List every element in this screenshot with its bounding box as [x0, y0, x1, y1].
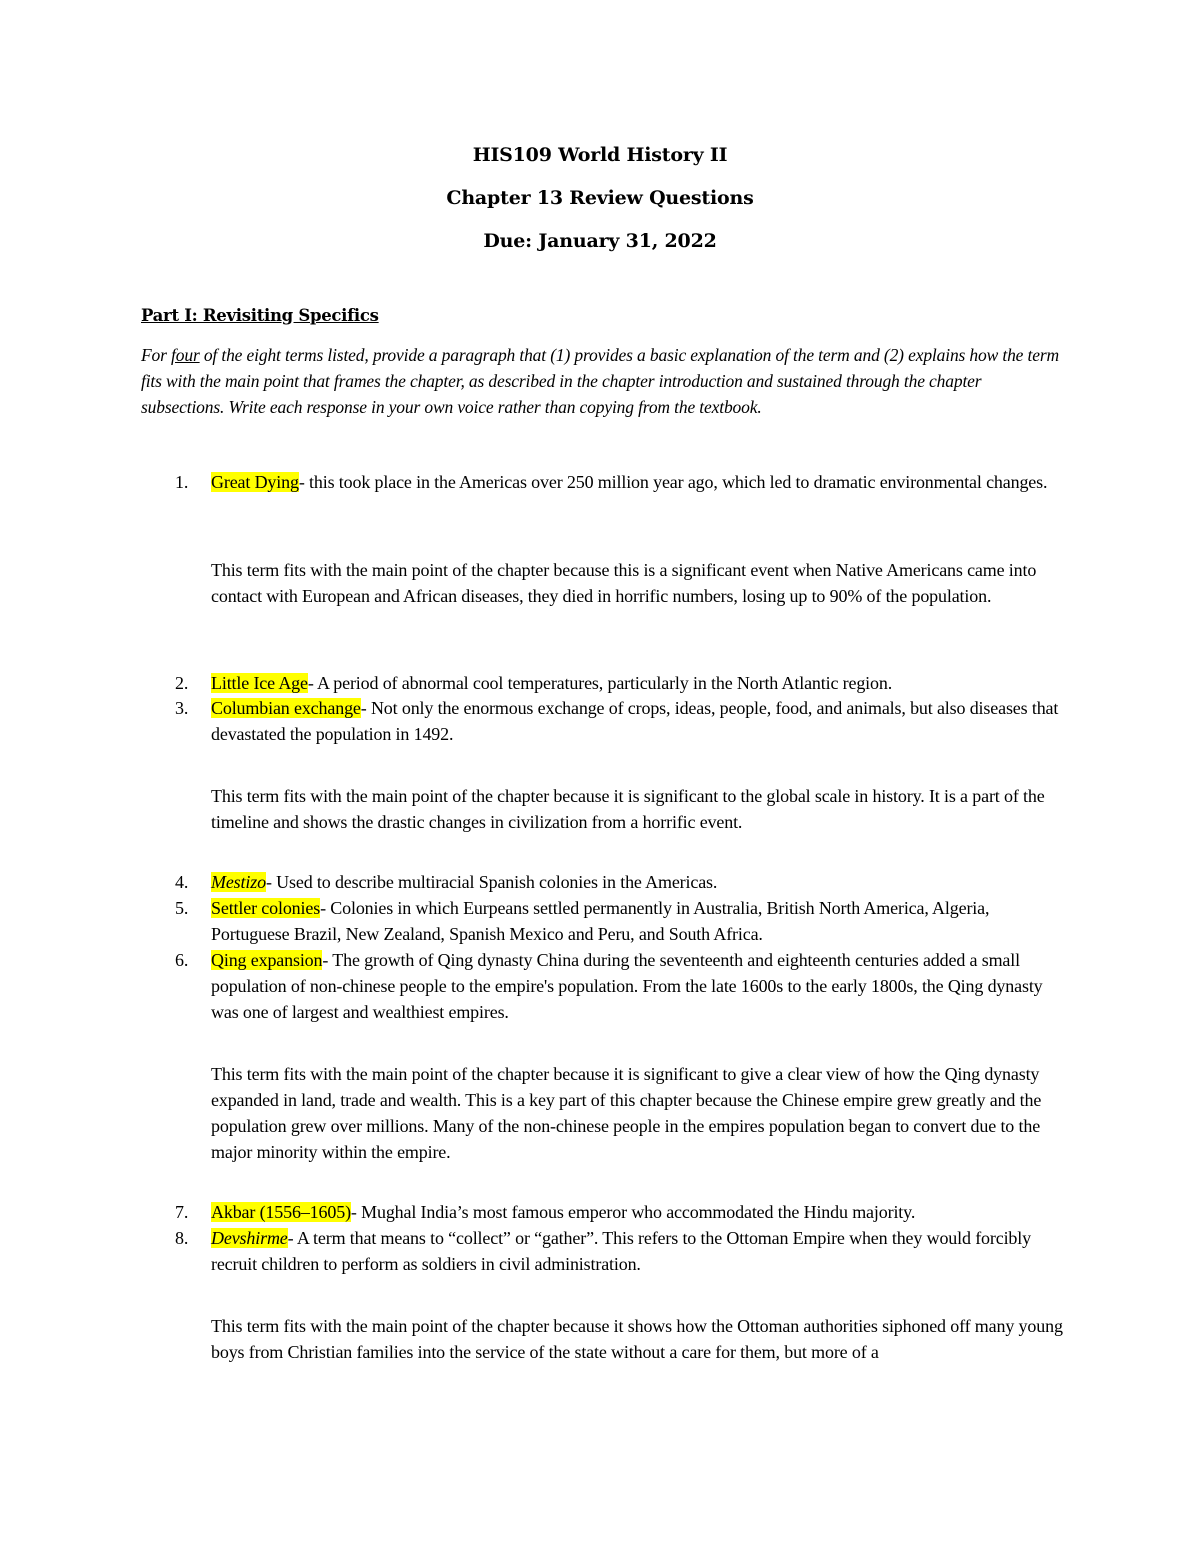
term-highlight: Mestizo: [211, 872, 266, 892]
instructions-underlined: four: [171, 345, 200, 365]
course-title: HIS109 World History II: [472, 144, 728, 166]
due-date: Due: January 31, 2022: [483, 230, 717, 252]
item-number: 5.: [175, 898, 189, 918]
response-paragraph: This term fits with the main point of the chapter because it is significant to give a clear view of how the Qing dynasty expanded in land, trade and wealth. This is a key part of this chapter because the Chinese empire grew greatly and the population grew over millions. Many of the non-chinese people in the empires population began to convert due to the major minority within the empire.: [211, 1064, 1042, 1162]
item-text: - A term that means to “collect” or “gather”. This refers to the Ottoman Empire when they would forcibly recruit children to perform as soldiers in civil administration.: [211, 1228, 1031, 1274]
item-text: - Not only the enormous exchange of crops, ideas, people, food, and animals, but also diseases that devastated the population in 1492.: [211, 698, 1059, 744]
item-text: - Mughal India’s most famous emperor who accommodated the Hindu majority.: [350, 1202, 916, 1222]
term-highlight: Columbian exchange: [211, 698, 361, 718]
term-highlight: Settler colonies: [211, 898, 321, 918]
list-item: [175, 695, 1071, 747]
list-item: [175, 469, 1071, 495]
term-highlight: Akbar (1556–1605): [211, 1202, 351, 1222]
item-number: 2.: [175, 673, 189, 693]
instructions: [141, 343, 1061, 420]
list-item: [175, 869, 1071, 895]
term-highlight: Devshirme: [211, 1228, 288, 1248]
term-highlight: Little Ice Age: [211, 673, 308, 693]
item-text: - this took place in the Americas over 250 million year ago, which led to dramatic environmental changes.: [298, 472, 1048, 492]
list-item: [175, 895, 1071, 947]
response-paragraph: This term fits with the main point of the chapter because it shows how the Ottoman authorities siphoned off many young boys from Christian families into the service of the state without a care for them, but more of a: [211, 1316, 1063, 1362]
term-highlight: Great Dying: [211, 472, 299, 492]
item-number: 3.: [175, 698, 189, 718]
response-paragraph: This term fits with the main point of the chapter because it is significant to the global scale in history. It is a part of the timeline and shows the drastic changes in civilization from a horrific event.: [211, 786, 1045, 832]
item-number: 7.: [175, 1202, 189, 1222]
item-number: 8.: [175, 1228, 189, 1248]
item-text: - Colonies in which Eurpeans settled permanently in Australia, British North America, Algeria, Portuguese Brazil, New Zealand, Spanish Mexico and Peru, and South Africa.: [211, 898, 990, 944]
instructions-rest: of the eight terms listed, provide a paragraph that (1) provides a basic explanation of the term and (2) explains how the term fits with the main point that frames the chapter, as described in the chapter introduction and sustained through the chapter subsections. Write each response in your own voice rather than copying from the textbook.: [141, 345, 1060, 417]
chapter-title: Chapter 13 Review Questions: [446, 187, 754, 209]
item-text: - The growth of Qing dynasty China during the seventeenth and eighteenth centuries added a small population of non-chinese people to the empire's population. From the late 1600s to the early 1800s, the Qing dynasty was one of largest and wealthiest empires.: [211, 950, 1043, 1022]
term-highlight: Qing expansion: [211, 950, 323, 970]
instructions-start: For: [141, 345, 172, 365]
list-item: [175, 670, 1071, 696]
item-number: 4.: [175, 872, 189, 892]
item-text: - A period of abnormal cool temperatures, particularly in the North Atlantic region.: [307, 673, 893, 693]
response-paragraph: This term fits with the main point of the chapter because this is a significant event when Native Americans came into contact with European and African diseases, they died in horrific numbers, losing up to 90% of the population.: [211, 560, 1037, 606]
item-number: 6.: [175, 950, 189, 970]
item-number: 1.: [175, 472, 189, 492]
list-item: [175, 1199, 1071, 1225]
part-heading: Part I: Revisiting Specifics: [141, 306, 379, 325]
list-item: [175, 1225, 1071, 1277]
item-text: - Used to describe multiracial Spanish colonies in the Americas.: [265, 872, 718, 892]
list-item: [175, 947, 1071, 1025]
